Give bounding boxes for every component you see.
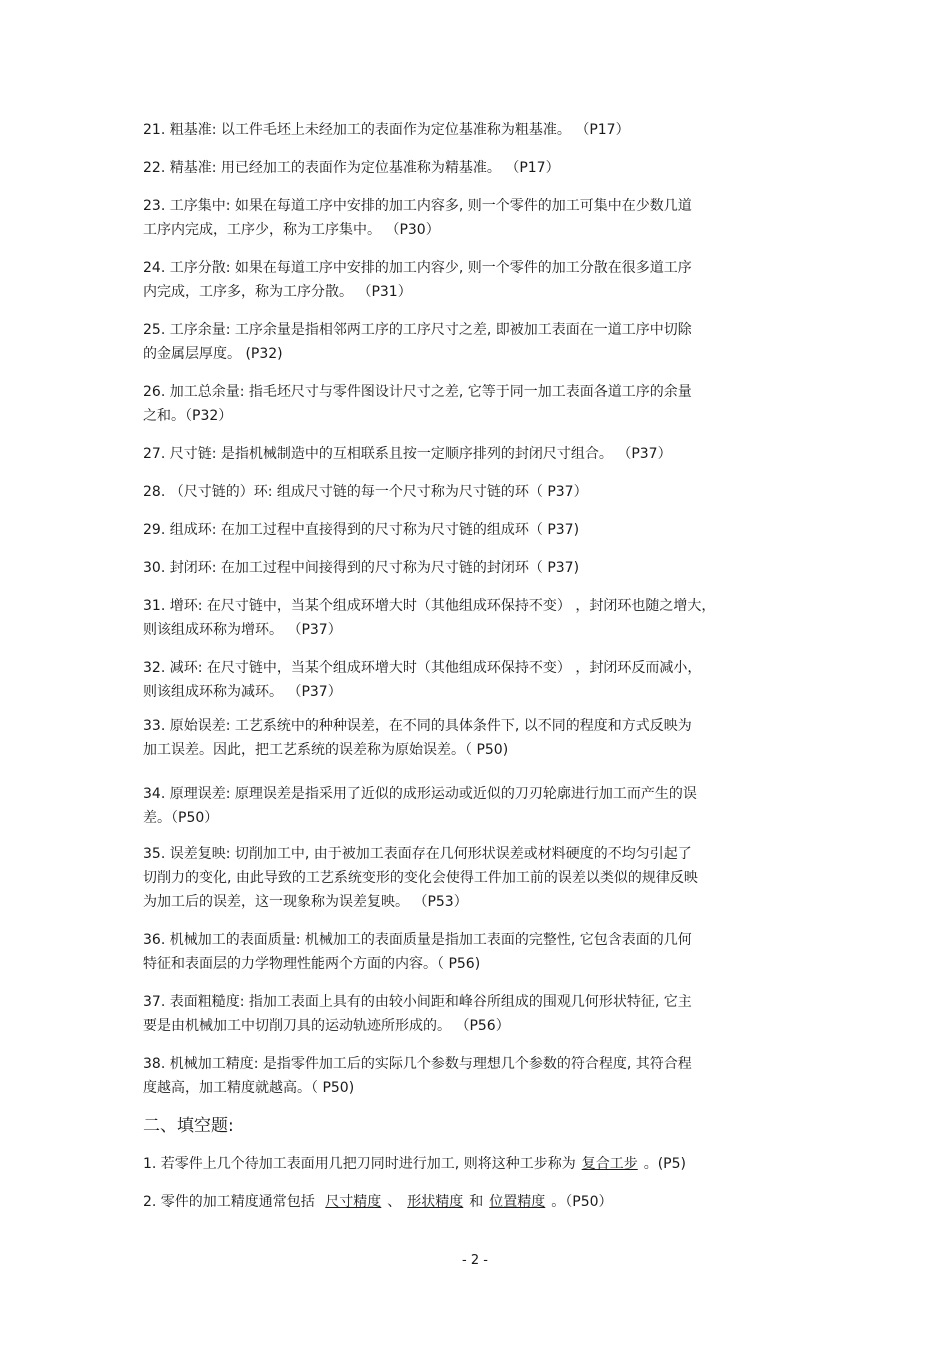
definition-line: 37. 表面粗糙度: 指加工表面上具有的由较小间距和峰谷所组成的围观几何形状特征, 它主	[143, 994, 692, 1010]
definition-line: 28. （尺寸链的）环: 组成尺寸链的每一个尺寸称为尺寸链的环（ P37）	[143, 484, 588, 500]
fill-blank-question-1	[143, 1152, 811, 1176]
answer-blank: 复合工步	[581, 1156, 638, 1172]
question-text: 2. 零件的加工精度通常包括	[143, 1194, 315, 1210]
definition-line: 27. 尺寸链: 是指机械制造中的互相联系且按一定顺序排列的封闭尺寸组合。 （P37）	[143, 446, 672, 462]
page-number: - 2 -	[462, 1253, 488, 1268]
definition-line: 特征和表面层的力学物理性能两个方面的内容。（ P56)	[143, 956, 481, 972]
answer-blank: 形状精度	[407, 1194, 464, 1210]
separator: 和	[469, 1194, 484, 1210]
definition-line: 25. 工序余量: 工序余量是指相邻两工序的工序尺寸之差, 即被加工表面在一道工序中切除	[143, 322, 692, 338]
definition-line: 内完成，工序多，称为工序分散。 （P31）	[143, 284, 412, 300]
definition-line: 度越高，加工精度就越高。（ P50)	[143, 1080, 355, 1096]
definition-item	[143, 442, 811, 466]
definition-line: 23. 工序集中: 如果在每道工序中安排的加工内容多, 则一个零件的加工可集中在少数几道	[143, 198, 692, 214]
definition-line: 35. 误差复映: 切削加工中, 由于被加工表面存在几何形状误差或材料硬度的不均匀引起了	[143, 846, 692, 862]
definition-line: 加工误差。因此，把工艺系统的误差称为原始误差。（ P50)	[143, 742, 509, 758]
definition-line: 26. 加工总余量: 指毛坯尺寸与零件图设计尺寸之差, 它等于同一加工表面各道工序的余量	[143, 384, 692, 400]
definition-line: 则该组成环称为增环。 （P37）	[143, 622, 342, 638]
definition-item	[143, 156, 811, 180]
definition-line: 34. 原理误差: 原理误差是指采用了近似的成形运动或近似的刀刃轮廓进行加工而产生的误	[143, 786, 697, 802]
answer-blank: 尺寸精度	[325, 1194, 382, 1210]
definition-line: 则该组成环称为减环。 （P37）	[143, 684, 342, 700]
definition-item	[143, 556, 811, 580]
definition-item	[143, 928, 811, 976]
definition-item	[143, 194, 811, 242]
definition-line: 之和。（P32）	[143, 408, 233, 424]
definition-line: 切削力的变化, 由此导致的工艺系统变形的变化会使得工件加工前的误差以类似的规律反映	[143, 870, 698, 886]
answer-blank: 位置精度	[489, 1194, 546, 1210]
definition-item	[143, 782, 811, 830]
question-text: 1. 若零件上几个待加工表面用几把刀同时进行加工, 则将这种工步称为	[143, 1156, 576, 1172]
definition-item	[143, 594, 811, 642]
definition-line: 30. 封闭环: 在加工过程中间接得到的尺寸称为尺寸链的封闭环（ P37)	[143, 560, 580, 576]
page-reference: 。(P5)	[643, 1156, 686, 1172]
definition-line: 33. 原始误差: 工艺系统中的种种误差，在不同的具体条件下, 以不同的程度和方式反映为	[143, 718, 692, 734]
definition-line: 工序内完成，工序少，称为工序集中。 （P30）	[143, 222, 440, 238]
page-reference: 。（P50）	[551, 1194, 613, 1210]
definition-line: 的金属层厚度。 (P32)	[143, 346, 283, 362]
definition-item	[143, 990, 811, 1038]
definition-line: 22. 精基准: 用已经加工的表面作为定位基准称为精基准。 （P17）	[143, 160, 560, 176]
definition-item	[143, 380, 811, 428]
definition-line: 29. 组成环: 在加工过程中直接得到的尺寸称为尺寸链的组成环（ P37)	[143, 522, 580, 538]
fill-blank-question-2	[143, 1190, 811, 1214]
definition-line: 31. 增环: 在尺寸链中，当某个组成环增大时（其他组成环保持不变） ，封闭环也随之增大，	[143, 598, 716, 614]
definition-item	[143, 518, 811, 542]
section-heading: 二、填空题:	[143, 1116, 234, 1136]
definition-line: 要是由机械加工中切削刀具的运动轨迹所形成的。 （P56）	[143, 1018, 510, 1034]
definition-item	[143, 714, 811, 762]
definition-item	[143, 256, 811, 304]
definition-line: 差。（P50）	[143, 810, 219, 826]
definition-item	[143, 480, 811, 504]
definition-item	[143, 118, 811, 142]
definition-line: 38. 机械加工精度: 是指零件加工后的实际几个参数与理想几个参数的符合程度, 其符合程	[143, 1056, 692, 1072]
definition-line: 36. 机械加工的表面质量: 机械加工的表面质量是指加工表面的完整性, 它包含表面的几何	[143, 932, 692, 948]
definition-line: 24. 工序分散: 如果在每道工序中安排的加工内容少, 则一个零件的加工分散在很多道工序	[143, 260, 692, 276]
definition-line: 21. 粗基准: 以工件毛坯上未经加工的表面作为定位基准称为粗基准。 （P17）	[143, 122, 630, 138]
definition-item	[143, 656, 811, 704]
definition-line: 为加工后的误差，这一现象称为误差复映。 （P53）	[143, 894, 468, 910]
definition-item	[143, 1052, 811, 1100]
separator: 、	[387, 1194, 402, 1210]
definition-item	[143, 842, 811, 914]
definition-item	[143, 318, 811, 366]
definition-line: 32. 减环: 在尺寸链中，当某个组成环增大时（其他组成环保持不变） ，封闭环反而减小，	[143, 660, 702, 676]
